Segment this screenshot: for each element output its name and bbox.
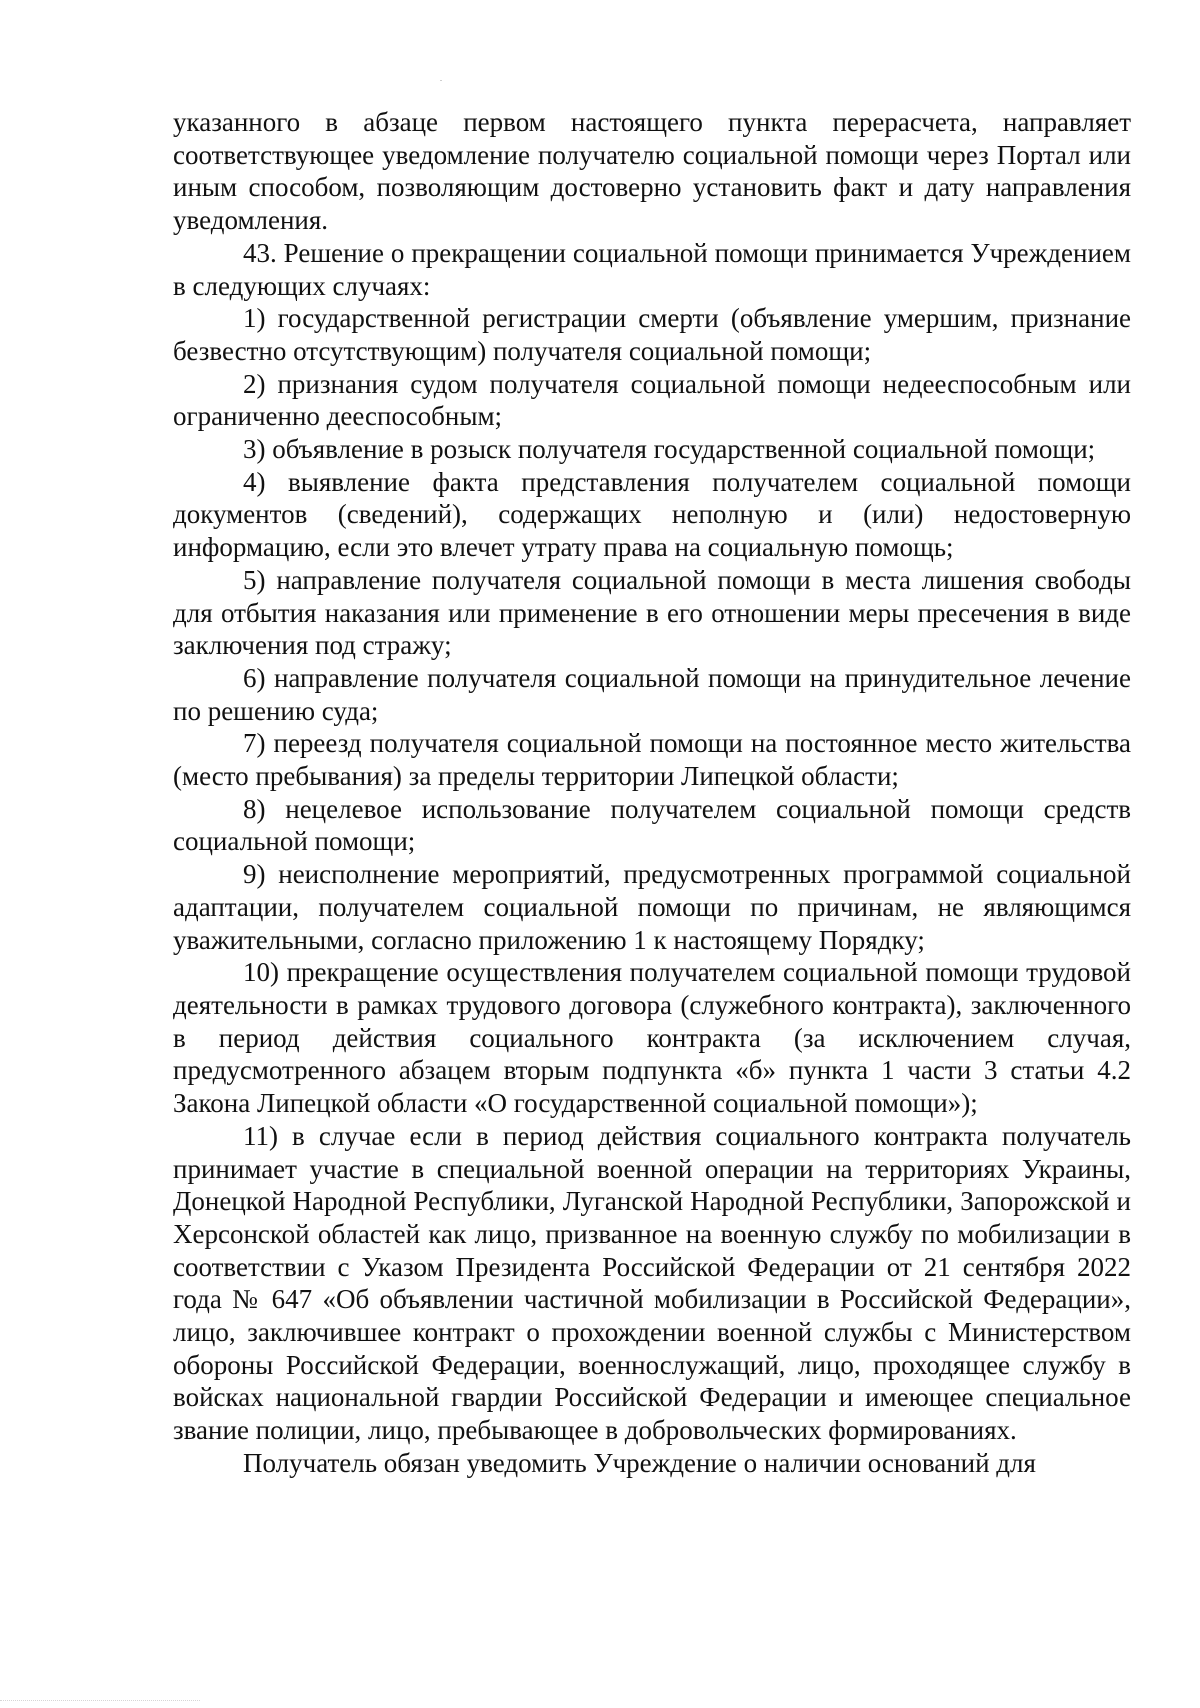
list-item-6: 6) направление получателя социальной помощи на принудительное лечение по решению суда; [173,662,1131,726]
list-item-4: 4) выявление факта представления получателем социальной помощи документов (сведений), содержащих неполную и (или) недостоверную информацию, если это влечет утрату права на социальную помощь; [173,466,1131,563]
list-item-11: 11) в случае если в период действия социального контракта получатель принимает участие в специальной военной операции на территориях Украины, Донецкой Народной Республики, Луганской Народной Республики, Запорожской и Херсонской областей как лицо, призванное на военную службу по мобилизации в соответствии с Указом Президента Российской Федерации от 21 сентября 2022 года № 647 «Об объявлении частичной мобилизации в Российской Федерации», лицо, заключившее контракт о прохождении военной службы с Министерством обороны Российской Федерации, военнослужащий, лицо, проходящее службу в войсках национальной гвардии Российской Федерации и имеющее специальное звание полиции, лицо, пребывающее в добровольческих формированиях. [173,1120,1131,1446]
list-item-2: 2) признания судом получателя социальной помощи недееспособным или ограниченно дееспособным; [173,368,1131,432]
scan-edge-artifact [0,1700,200,1703]
document-body [173,106,1131,1480]
list-item-7: 7) переезд получателя социальной помощи на постоянное место жительства (место пребывания) за пределы территории Липецкой области; [173,728,1131,792]
list-item-9: 9) неисполнение мероприятий, предусмотренных программой социальной адаптации, получателем социальной помощи по причинам, не являющимся уважительными, согласно приложению 1 к настоящему Порядку; [173,859,1131,955]
paragraph-item-43: 43. Решение о прекращении социальной помощи принимается Учреждением в следующих случаях: [173,237,1131,301]
list-item-8: 8) нецелевое использование получателем социальной помощи средств социальной помощи; [173,793,1131,857]
paragraph-obligation: Получатель обязан уведомить Учреждение о наличии оснований для [243,1447,1036,1478]
list-item-1: 1) государственной регистрации смерти (объявление умершим, признание безвестно отсутствующим) получателя социальной помощи; [173,303,1131,366]
scan-artifact [440,80,442,81]
list-item-5: 5) направление получателя социальной помощи в места лишения свободы для отбытия наказания или применение в его отношении меры пресечения в виде заключения под стражу; [173,564,1131,661]
paragraph-continuation: указанного в абзаце первом настоящего пункта перерасчета, направляет соответствующее уведомление получателю социальной помощи через Портал или иным способом, позволяющим достоверно установить факт и дату направления уведомления. [173,107,1131,236]
list-item-10: 10) прекращение осуществления получателем социальной помощи трудовой деятельности в рамках трудового договора (служебного контракта), заключенного в период действия социального контракта (за исключением случая, предусмотренного абзацем вторым подпункта «б» пункта 1 части 3 статьи 4.2 Закона Липецкой области «О государственной социальной помощи»); [173,957,1131,1119]
list-item-3: 3) объявление в розыск получателя государственной социальной помощи; [243,434,1096,465]
